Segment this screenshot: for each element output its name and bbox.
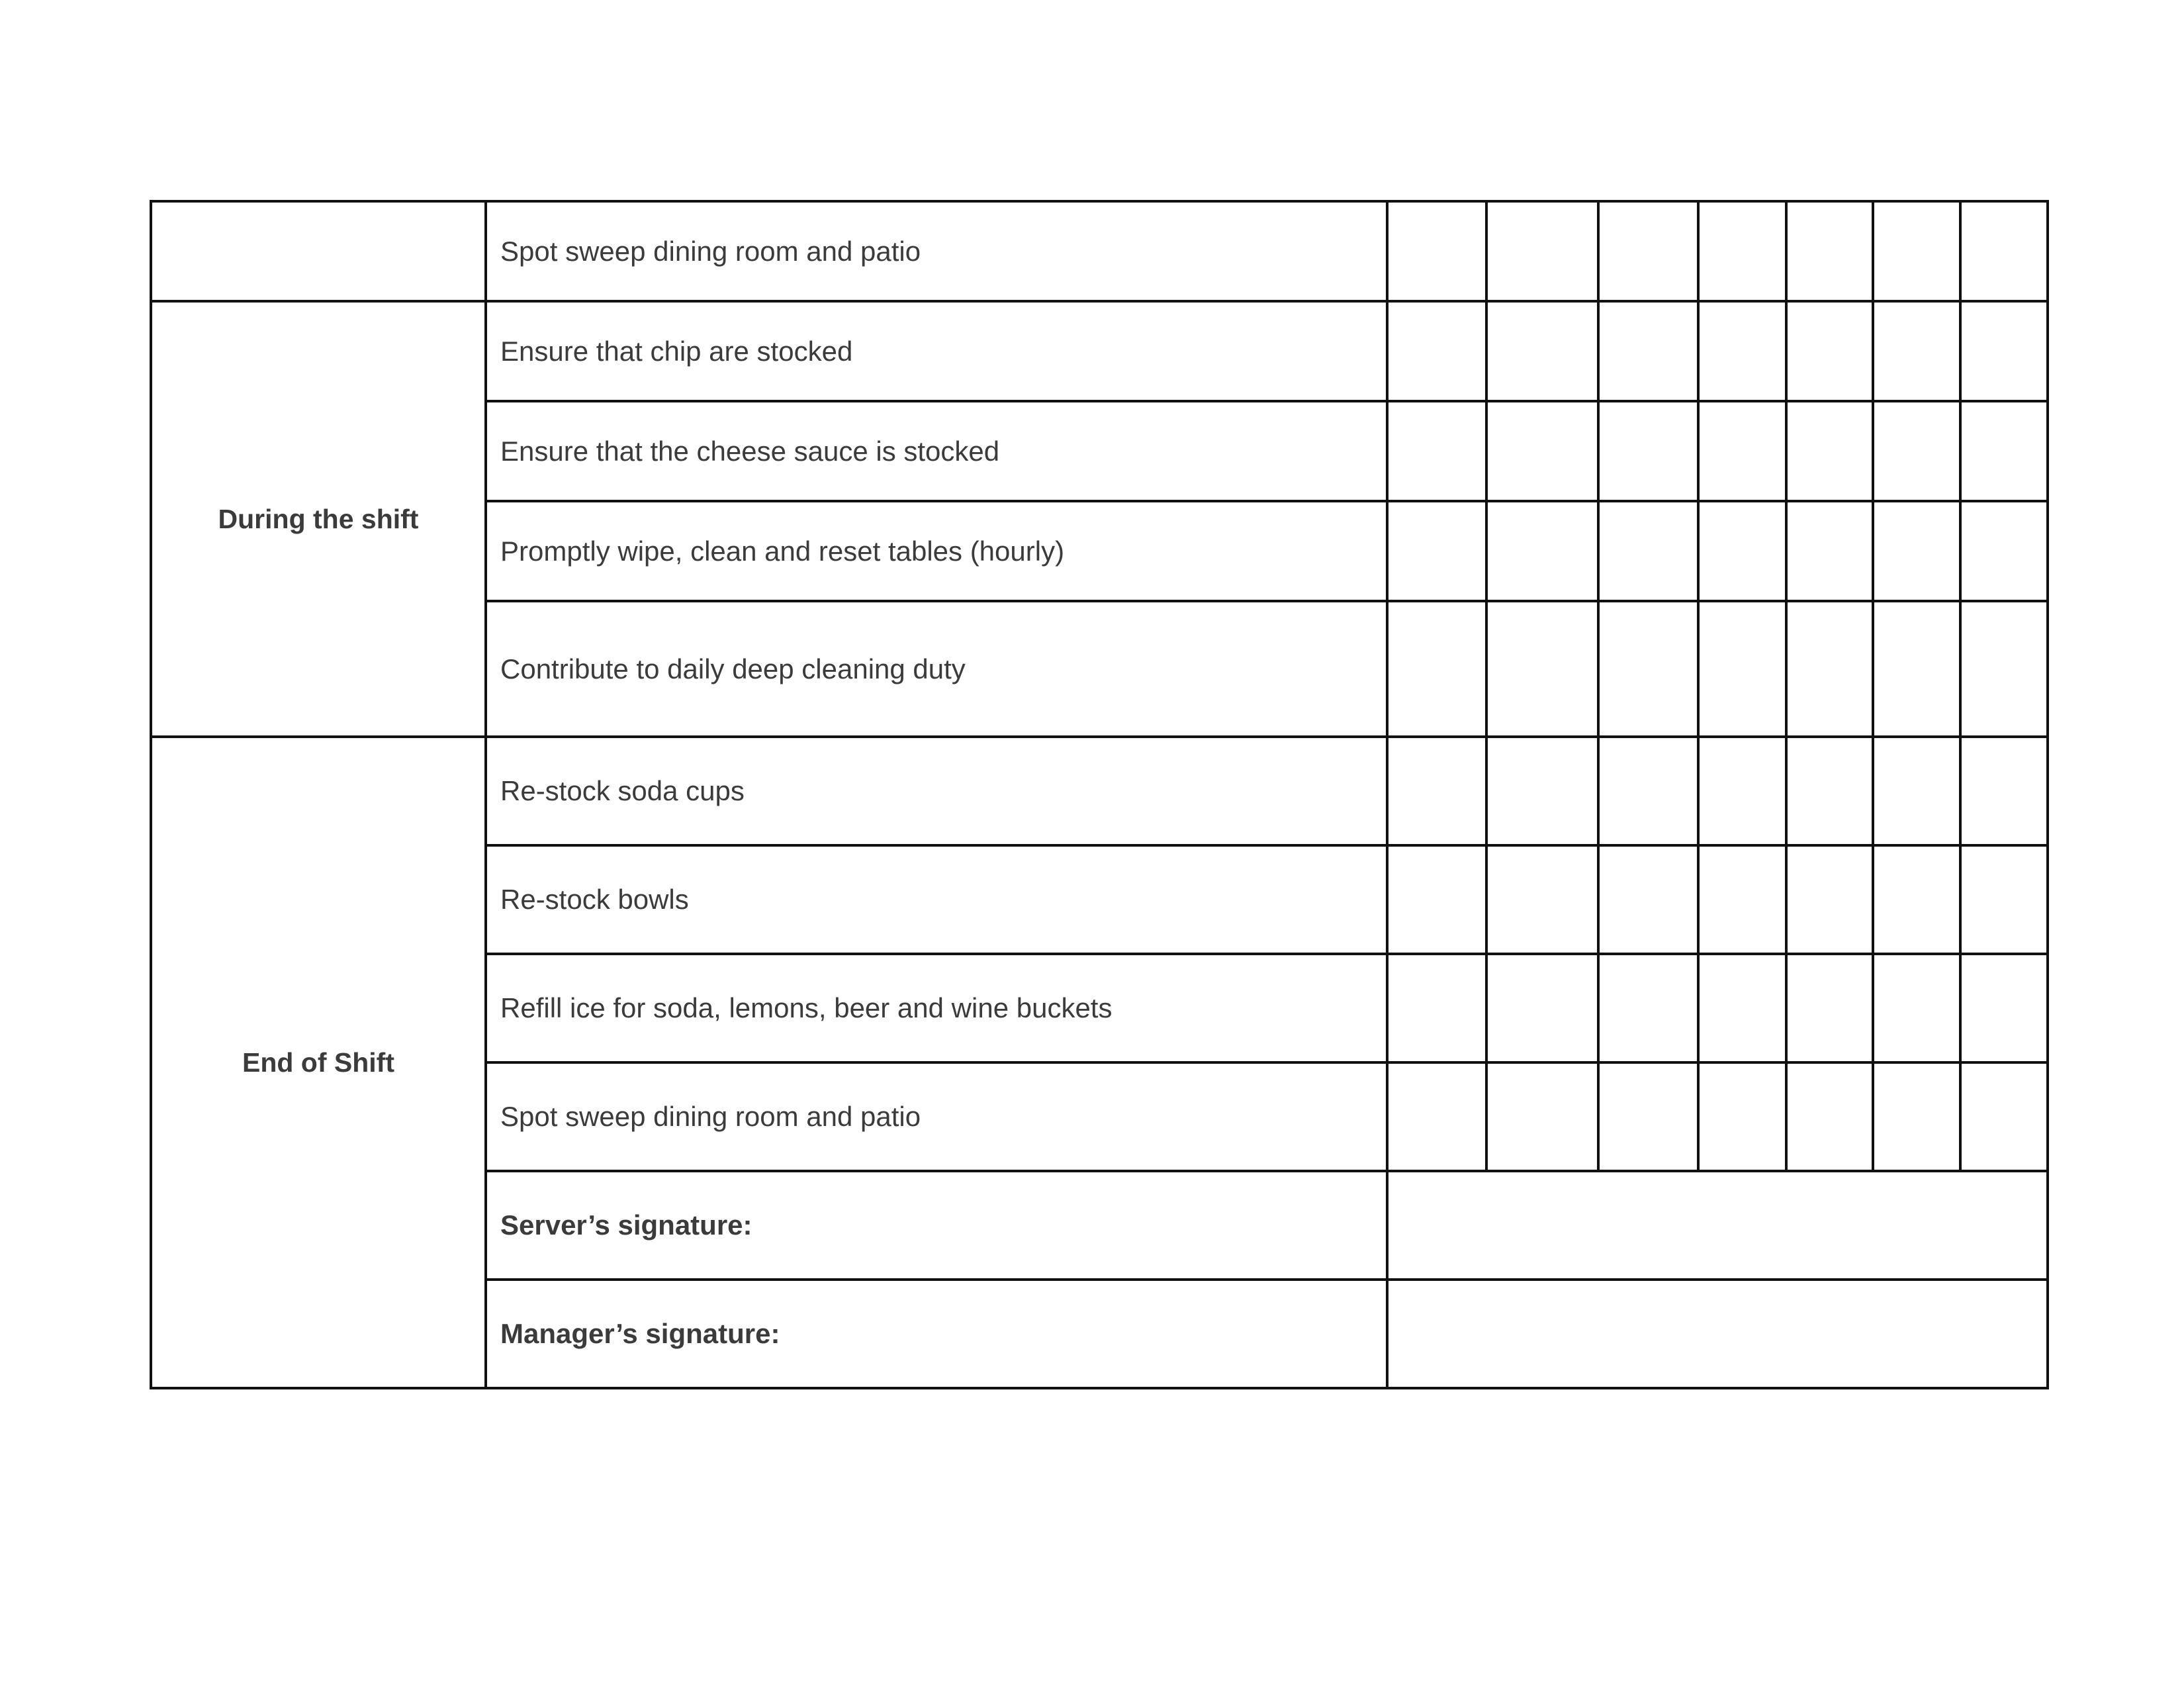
- checkbox-cell[interactable]: [1786, 1062, 1873, 1171]
- checkbox-cell[interactable]: [1786, 845, 1873, 954]
- table-row: [151, 201, 2048, 301]
- checkbox-cell[interactable]: [1387, 601, 1486, 737]
- checkbox-cell[interactable]: [1960, 954, 2048, 1062]
- checkbox-cell[interactable]: [1960, 201, 2048, 301]
- task-label: Ensure that chip are stocked: [486, 301, 1387, 401]
- checkbox-cell[interactable]: [1387, 1062, 1486, 1171]
- checkbox-cell[interactable]: [1698, 401, 1786, 501]
- checkbox-cell[interactable]: [1387, 737, 1486, 845]
- checkbox-cell[interactable]: [1698, 845, 1786, 954]
- manager-signature-field[interactable]: [1387, 1280, 2048, 1388]
- checkbox-cell[interactable]: [1960, 845, 2048, 954]
- server-signature-field[interactable]: [1387, 1171, 2048, 1280]
- checkbox-cell[interactable]: [1698, 954, 1786, 1062]
- section-label-first: [151, 201, 486, 301]
- checkbox-cell[interactable]: [1786, 954, 1873, 1062]
- table-row: [151, 301, 2048, 401]
- checkbox-cell[interactable]: [1698, 601, 1786, 737]
- checkbox-cell[interactable]: [1960, 401, 2048, 501]
- checkbox-cell[interactable]: [1598, 1062, 1698, 1171]
- task-label: Re-stock bowls: [486, 845, 1387, 954]
- checkbox-cell[interactable]: [1698, 501, 1786, 601]
- checkbox-cell[interactable]: [1486, 501, 1598, 601]
- checkbox-cell[interactable]: [1387, 845, 1486, 954]
- section-label-end: End of Shift: [151, 737, 486, 1388]
- checkbox-cell[interactable]: [1486, 201, 1598, 301]
- checkbox-cell[interactable]: [1873, 201, 1960, 301]
- checkbox-cell[interactable]: [1598, 845, 1698, 954]
- checkbox-cell[interactable]: [1598, 954, 1698, 1062]
- checkbox-cell[interactable]: [1486, 737, 1598, 845]
- task-label: Contribute to daily deep cleaning duty: [486, 601, 1387, 737]
- task-label: Spot sweep dining room and patio: [486, 201, 1387, 301]
- checkbox-cell[interactable]: [1786, 501, 1873, 601]
- task-label: Spot sweep dining room and patio: [486, 1062, 1387, 1171]
- checkbox-cell[interactable]: [1698, 301, 1786, 401]
- checkbox-cell[interactable]: [1387, 201, 1486, 301]
- server-signature-label: Server’s signature:: [486, 1171, 1387, 1280]
- checkbox-cell[interactable]: [1598, 601, 1698, 737]
- checkbox-cell[interactable]: [1698, 201, 1786, 301]
- checkbox-cell[interactable]: [1786, 201, 1873, 301]
- checkbox-cell[interactable]: [1873, 737, 1960, 845]
- checkbox-cell[interactable]: [1960, 301, 2048, 401]
- checkbox-cell[interactable]: [1486, 601, 1598, 737]
- task-label: Refill ice for soda, lemons, beer and wine buckets: [486, 954, 1387, 1062]
- section-label-during: During the shift: [151, 301, 486, 737]
- checkbox-cell[interactable]: [1786, 737, 1873, 845]
- checkbox-cell[interactable]: [1486, 845, 1598, 954]
- checkbox-cell[interactable]: [1873, 1062, 1960, 1171]
- checkbox-cell[interactable]: [1598, 737, 1698, 845]
- checkbox-cell[interactable]: [1698, 1062, 1786, 1171]
- manager-signature-label: Manager’s signature:: [486, 1280, 1387, 1388]
- checkbox-cell[interactable]: [1598, 301, 1698, 401]
- checkbox-cell[interactable]: [1960, 501, 2048, 601]
- checkbox-cell[interactable]: [1387, 501, 1486, 601]
- checkbox-cell[interactable]: [1598, 201, 1698, 301]
- checkbox-cell[interactable]: [1598, 501, 1698, 601]
- checkbox-cell[interactable]: [1873, 845, 1960, 954]
- checkbox-cell[interactable]: [1960, 1062, 2048, 1171]
- checkbox-cell[interactable]: [1960, 601, 2048, 737]
- checkbox-cell[interactable]: [1873, 601, 1960, 737]
- shift-checklist-table: [150, 200, 2049, 1389]
- task-label: Re-stock soda cups: [486, 737, 1387, 845]
- checkbox-cell[interactable]: [1786, 401, 1873, 501]
- checkbox-cell[interactable]: [1786, 301, 1873, 401]
- checkbox-cell[interactable]: [1960, 737, 2048, 845]
- checkbox-cell[interactable]: [1486, 1062, 1598, 1171]
- checkbox-cell[interactable]: [1387, 301, 1486, 401]
- checkbox-cell[interactable]: [1387, 401, 1486, 501]
- checkbox-cell[interactable]: [1698, 737, 1786, 845]
- checkbox-cell[interactable]: [1387, 954, 1486, 1062]
- table-row: [151, 737, 2048, 845]
- task-label: Ensure that the cheese sauce is stocked: [486, 401, 1387, 501]
- checkbox-cell[interactable]: [1873, 501, 1960, 601]
- checkbox-cell[interactable]: [1873, 401, 1960, 501]
- checkbox-cell[interactable]: [1486, 954, 1598, 1062]
- checkbox-cell[interactable]: [1786, 601, 1873, 737]
- task-label: Promptly wipe, clean and reset tables (hourly): [486, 501, 1387, 601]
- checkbox-cell[interactable]: [1873, 954, 1960, 1062]
- checkbox-cell[interactable]: [1486, 301, 1598, 401]
- checkbox-cell[interactable]: [1486, 401, 1598, 501]
- checkbox-cell[interactable]: [1873, 301, 1960, 401]
- checkbox-cell[interactable]: [1598, 401, 1698, 501]
